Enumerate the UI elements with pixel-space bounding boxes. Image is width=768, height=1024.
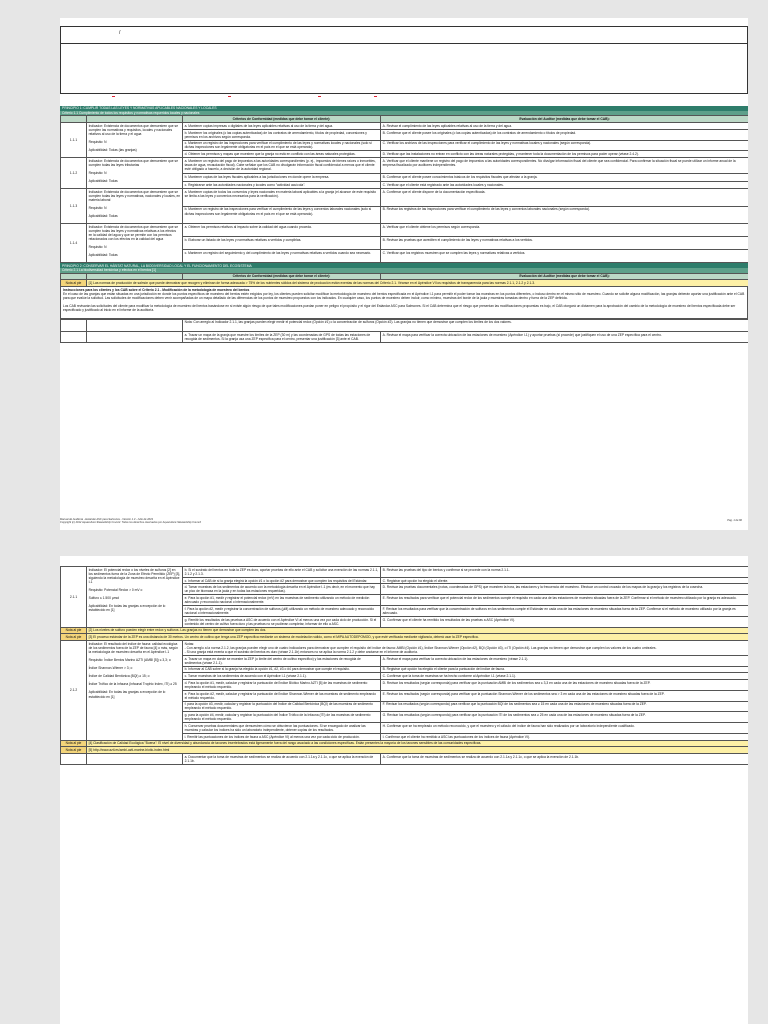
footnote-text: [3] El proceso estándar de la ZEP es una distancia de 30 metros. Un centro de cultivo que tenga una ZEP específica mediante un sistema de modelación válido, como el MIPA AUTODEPOMOD, y que esté verificada mediante vigilancia, deberá usar la ZEP específica. (87, 634, 749, 641)
applicability-text: Aplicabilidad: En todas las granjas a excepción de lo establecido en [1] (88, 690, 166, 699)
requirement-text: Índice de Calidad Bentónica (BQI) ≥ 15; o (88, 674, 150, 679)
instructions-block (60, 287, 748, 318)
col-conformity: Criterios de Conformidad (medidas que debe tomar el cliente): (183, 116, 381, 123)
evaluation-cell: G. Revisar los resultados (según corresponda) para verificar que la puntuación ITI de los sedimentos sea ≥ 25 en cada una de las estaciones de muestreo situadas fuera de la ZEP. (381, 712, 749, 723)
col-auditor-eval: Evaluación del Auditor (medidas que debe tomar el CAB): (381, 116, 749, 123)
evaluation-cell: G. Confirmar que el cliente ha remitido los resultados de las pruebas a ASC (Apéndice VI). (381, 616, 749, 627)
indicator-cell (87, 189, 183, 224)
conformity-cell: h. Conservar pruebas documentales que demuestren cómo se obtuvieron las puntuaciones. Si se encargado de analizar las muestras y calcular los índices ha sido un laboratorio independiente, obtener copias de los resultados. (183, 723, 381, 734)
indicator-cell (87, 640, 183, 740)
applicability-text: Aplicabilidad: Todas (88, 253, 118, 258)
requirement-text: Índice Trófico de la Infauna (Infaunal Trophic Index, ITI) ≥ 25 (88, 682, 177, 687)
footnote-row (61, 740, 749, 747)
conformity-cell: a. Documentar que la toma de muestras de sedimentos se realiza de acuerdo con 2.1.1a y 2.1.1c, o que se aplica la exención de 2.1.1b. (183, 753, 381, 764)
criterion-2-1-heading: Criterio 2.1 La biodiversidad bentónica y efectos en el bentos [1] (60, 268, 748, 273)
conformity-cell: a. Mantener copias de todos los convenios y leyes nacionales en materia laboral aplicables a la granja (el alcance de este requisito se limita a las leyes y convenios necesarios para la verificación). (183, 189, 381, 207)
conformity-cell: f. para la opción #3, medir, calcular y registrar la puntuación del Índice de Calidad Bentónica (BQI) de las muestras de sedimento empleando el método requerido. (183, 701, 381, 712)
column-header-row (61, 116, 749, 123)
criteria-table-p1 (60, 115, 748, 263)
instructions-paragraph: Los CAB revisarán las solicitudes del cliente para modificar la metodología de muestreo del bentos basándose en si existe algún riesgo de que tales modificaciones puedan poner en peligro el propósito y el rigor del Estándar ASC para Salmones. Si el CAB determina que el riesgo que presentan las modificaciones propuestas es bajo, el CAB otorgará un dictamen para la aprobación del cambio de la metodología de muestreo del bentos especificada debe ser especificado y justificado al inicio en el informe de la auditoría. (63, 304, 736, 313)
principle-1-heading: PRINCIPIO 1: CUMPLIR TODAS LAS LEYES Y NORMATIVAS APLICABLES NACIONALES Y LOCALES (60, 106, 748, 111)
red-mark (318, 96, 321, 97)
evaluation-cell: E. Revisar los resultados (según corresponda) para verificar que la puntuación Shannon-Wiener de los sedimentos sea > 3 en cada una de las estaciones de muestreo situadas fuera de la ZEP. (381, 690, 749, 701)
conformity-cell: g. para la opción #4, medir, calcular y registrar la puntuación del Índice Trófico de la Infauna (ITI) de las muestras de sedimento empleando el método requerido. (183, 712, 381, 723)
indicator-cell (87, 224, 183, 263)
evaluation-cell: D. Revisar las pruebas documentales (notas, coordenadas de GPS) que muestren la hora, las estaciones y la frecuencia del muestreo. Efectuar un control cruzado de los mapas de la granja y los registros de la cosecha. (381, 584, 749, 595)
evaluation-cell: A. Verificar que el cliente obtiene los permisos según corresponda. (381, 224, 749, 237)
conformity-cell: g. Remitir los resultados de las pruebas a ASC de acuerdo con el Apéndice VI al menos una vez por cada ciclo de producción. Si el contenido del centro de cultivo fuera duro y las pruebas no se pudieran completar, informar de ello a ASC. (183, 616, 381, 627)
evaluation-cell: F. Revisar los resultados para verificar que la concentración de sulfuros en los sedimentos cumple el Estándar en cada una de las estaciones de muestreo situadas fuera de la ZEP. Confirmar si el método de muestreo utilizado por la granja es adecuado. (381, 606, 749, 617)
conformity-cell: a. Trazar un mapa de la granja que muestre los límites de la ZEP (30 m) y las coordenadas de GPS de todas las estaciones de recogida de sedimentos. Si la granja usa una ZEP específica para el centro, presentar una justificación [3] ante el CAB. (183, 332, 381, 343)
principle-2-heading: PRINCIPIO 2: CONSERVAR EL HÁBITAT NATURAL, LA BIODIVERSIDAD LOCAL Y EL FUNCIONAMIENTO DEL ECOSISTEMA (60, 263, 748, 268)
indicator-text: Indicador: El resultado del índice de fauna: calidad ecológica de los sedimentos fuera de la ZEP de fauna [4] o más, según la metodología de muestreo descrita en el Apéndice I-1 (88, 641, 178, 654)
criteria-table-p2 (60, 566, 748, 765)
indicator-cell (87, 567, 183, 628)
header-mark: / (119, 30, 121, 36)
conformity-cell: c. Informar al CAB de si la granja elegirá la opción #1 o la opción #2 para demostrar que cumplen los requisitos del Estándar. (183, 577, 381, 584)
indicator-cell (87, 158, 183, 189)
evaluation-cell: C. Verificar los archivos de las inspecciones para verificar el cumplimiento de las leyes y normativas locales y nacionales (según corresponda). (381, 140, 749, 151)
instructions-paragraph: En el caso de las granjas que están situadas en una jurisdicción en donde los puntos específicos de muestreo del bentos estén exigidos por ley, los clientes pueden solicitar modificar la metodología de muestreo del bentos especificada en el Apéndice I-1 para permitir el poder tomar las muestras en los puntos diferentes, o incluso dentro en el mismo sitio de muestreo. Cuando se solicite alguna modificación, las granjas deberán aportar una justificación ante el CAB para que evalúe la solicitud. Las solicitudes de modificaciones deben venir acompañadas de un mapa detallado de las diferencias de los puntos de muestreo propuestos con los indicados. En cualquier caso, los puntos de muestreo deben incluir, como mínimo, muestras del borde de la jaula y muestras tomadas dentro y fuera de la ZEP definida. (63, 292, 745, 301)
applicability-text: Aplicabilidad: Todas (88, 179, 118, 184)
evaluation-cell: A. Revisar el mapa para verificar la correcta ubicación de las estaciones de muestreo (véase 2.1.1). (381, 655, 749, 666)
evaluation-cell: A. Revisar el cumplimiento de las leyes aplicables relativas al uso de la tierra y del agua. (381, 123, 749, 130)
footnote-text: [4] Clasificación de Calidad Ecológica "Buena": El nivel de diversidad y abundancia de taxones invertebrados está ligeramente fuera del rango asociado a las condiciones específicas. Están presentes la mayoría de los taxones sensibles de las comunidades específicas. (87, 740, 749, 747)
evaluation-cell: A. Revisar el mapa para verificar la correcta ubicación de las estaciones de muestreo (Apéndice I-1) y aportar pruebas (si procede) que justifiquen el uso de una ZEP específica para el centro. (381, 332, 749, 343)
applicability-text: Aplicabilidad: Todas (las granjas) (88, 148, 137, 153)
indicator-text: Indicador: Existencia de documentos que demuestren que se cumplen todas las leyes tributarias (88, 158, 179, 168)
conformity-cell: c. Registrarse ante las autoridades nacionales y locales como "actividad acuícola". (183, 181, 381, 188)
requirement-text: Requisito: N (88, 140, 107, 145)
criterion-number: 1.1.3 (61, 189, 87, 224)
page-header-box (60, 26, 748, 94)
evaluation-cell: B. Revisar los registros de las inspecciones para verificar el cumplimiento de las leyes y convenios laborales nacionales (según corresponda). (381, 206, 749, 224)
evaluation-cell: A. Verificar que el cliente mantiene un registro del pago de impuestos a las autoridades correspondientes. No divulgar información fiscal del cliente que sea confidencial. Para confirmar la situación fiscal se puede utilizar un informe anual de la empresa fiscalizado por auditores independientes. (381, 158, 749, 174)
requirement-text: Requisito: N (88, 206, 107, 211)
conformity-cell: b. Informar al CAB sobre si la granja ha elegido la opción #1, #2, #3 o #4 para demostrar que cumple el requisito. (183, 666, 381, 673)
document-page-2 (60, 556, 748, 1024)
evaluation-cell: B. Confirmar que el cliente posee los originales (o las copias autenticadas) de los contratos de arrendamiento o títulos de propiedad. (381, 129, 749, 140)
notes-cell: Notas: - Con arreglo a la norma 2.1.2, las granjas pueden elegir uno de cuatro indicadores para demostrar que cumplen el requisito del índice de fauna: AMBI (Opción #1), Índice Shannon-Wiener (Opción #2), BQI (Opción #3), o ITI (Opción #4). Las granjas no tienen que demostrar que cumplen los valores de los cuatro umbrales. - Si una granja está exenta a que el sustrato del bentos es duro (véase 2.1.1b) entonces no se aplica la norma 2.1.2 y debe anotarse en el informe de auditoría. (183, 640, 749, 655)
conformity-cell: e. Para la opción #2, medir, calcular y registrar la puntuación del Índice Shannon-Wiener de las muestras de sedimento empleando el método requerido. (183, 690, 381, 701)
criteria-row (61, 753, 749, 764)
conformity-cell: a. Trazar un mapa en donde se muestre la ZEP (o límite del centro de cultivo específico) y las estaciones de recogida de sedimentos (véase 2.1.1). (183, 655, 381, 666)
conformity-cell: f. Para la opción #2, medir y registrar la concentración de sulfuros (µM) utilizando un método de muestreo adecuado y reconocido nacional o internacionalmente. (183, 606, 381, 617)
evaluation-cell: B. Confirmar que el cliente posee conocimientos básicos de los requisitos fiscales que afectan a la granja. (381, 174, 749, 181)
conformity-cell: a. Mantener copias impresas o digitales de las leyes aplicables relativas al uso de la tierra y del agua. (183, 123, 381, 130)
conformity-cell: c. Mantener un registro de las inspecciones para verificar el cumplimiento de las leyes y normativas locales y nacionales (solo si dichas inspecciones son legalmente obligatorias en el país en el que se está operando). (183, 140, 381, 151)
conformity-cell: c. Mantener un registro del seguimiento y del cumplimiento de las leyes y normativas relativas a vertidos cuando sea necesario. (183, 250, 381, 263)
evaluation-cell: B. Revisar las pruebas que acrediten el cumplimiento de las leyes y normativas relativas a los vertidos. (381, 237, 749, 250)
indicator-text: Indicador: Existencia de documentos que demuestren que se cumplen todas las leyes y normativas, nacionales y locales, en materia laboral (88, 189, 181, 203)
instructions-title: Instrucciones para los clientes y los CAB sobre el Criterio 2.1 - Modificación de la metodología de muestreo del bentos (63, 288, 250, 293)
indicator-cell (87, 123, 183, 158)
criteria-row (61, 640, 749, 655)
footnote-text: [2] Los niveles de sulfuro pueden elegir entre redox y sulfuros. Las granjas no tienen que demostrar que cumplen las dos. (87, 627, 749, 634)
evaluation-cell: C. Verificar que el cliente está registrado ante las autoridades locales y nacionales. (381, 181, 749, 188)
indicator-text: Indicador: Existencia de documentos que demuestren que se cumplen las normativas y requisitos, locales y nacionales relativos al uso de la tierra y el agua (88, 123, 179, 137)
footnote-row: Nota al pie [1] Las normas de producción de salmón que puede demostrar que recogen y eliminan de forma adecuada > 75% de los nutrientes sólidos del sistema de producción están exentas de las normas del Criterio 2.1. Véanse en el Apéndice VI los requisitos de transparencia para las normas 2.1.1, 2.1.2 y 2.1.3. (61, 280, 749, 287)
conformity-cell: e. Para la opción #1, medir y registrar el potencial redox (mV) en las muestras de sedimento utilizando un método de medición adecuado y reconocido nacional o internacionalmente. (183, 595, 381, 606)
footnote-text: [5] http://www.azti.es/ambi-azti-marine-biotic-index.html (87, 747, 749, 754)
footnote-label: Nota al pie (61, 634, 87, 641)
criteria-row (61, 224, 749, 237)
conformity-cell: b. Mantener un registro de las inspecciones para verificar el cumplimiento de las leyes y convenios laborales nacionales (solo si dichas inspecciones son legalmente obligatorias en el país en el que se está operando). (183, 206, 381, 224)
applicability-text: Aplicabilidad: Todas (88, 214, 118, 219)
evaluation-cell: I. Confirmar que el cliente ha remitido a ASC las puntuaciones de los índices de fauna (Apéndice VI). (381, 733, 749, 740)
conformity-cell: i. Remitir las puntuaciones de los índices de fauna a ASC (Apéndice VI) al menos una vez por cada ciclo de producción. (183, 733, 381, 740)
criteria-row (61, 158, 749, 174)
conformity-cell: a. Obtener los permisos relativos al impacto sobre la calidad del agua cuando proceda. (183, 224, 381, 237)
evaluation-cell: B. Revisar las pruebas del tipo de bentos y confirmar si se procede con la norma 2.1.1. (381, 567, 749, 578)
conformity-cell: c. Tomar muestras de los sedimentos de acuerdo con el Apéndice I-1 (véase 2.1.1). (183, 673, 381, 680)
red-mark (112, 96, 115, 97)
criterion-number: 2.1.1 (61, 567, 87, 628)
evaluation-cell: B. Registrar qué opción ha elegido el cliente para la puntuación del índice de fauna. (381, 666, 749, 673)
red-mark (374, 96, 377, 97)
indicator-text: Indicador: El potencial redox o los niveles de sulfuros [2] en los sedimentos fuera de la Zona de Efecto Permitido (ZEP) [3], siguiendo la metodología de muestreo descrita en el Apéndice I-1 (88, 567, 181, 585)
applicability-text: Aplicabilidad: En todas las granjas a excepción de lo establecido en [1] (88, 604, 166, 613)
evaluation-cell: D. Verificar que las instalaciones no entran en conflicto con las áreas naturales protegidas, y mantener toda la documentación de los permisos para poder operar (véase 2.4.2). (381, 151, 749, 158)
footnote-label: Nota al pie (61, 747, 87, 754)
requirement-text: Requisito: Índice Bentos Marino AZTI (AMBI [5]) ≤ 3,3; o (88, 658, 171, 663)
header-divider (61, 43, 747, 44)
conformity-cell: a. Mantener un registro del pago de impuestos a las autoridades correspondientes (p. ej., impuestos de bienes raíces o inmuebles, tasas de agua, recaudación fiscal). Cabe señalar que los CAB no divulgarán información fiscal confidencial a menos que el cliente esté obligado a hacerlo, a decisión de la autoridad regional. (183, 158, 381, 174)
requirement-text: Requisito: N (88, 171, 107, 176)
evaluation-cell: C. Verificar que los registros muestren que se cumplen las leyes y normativas relativas a vertidos. (381, 250, 749, 263)
red-mark (228, 96, 231, 97)
conformity-cell: b. Si el sustrato del bentos en toda la ZEP es duro, aportar pruebas de ello ante el CAB y solicitar una exención de las normas 2.1.1, 2.1.2 y 2.1.3. (183, 567, 381, 578)
criteria-table-p1-end (60, 319, 748, 343)
footnote-text: [1] Las normas de producción de salmón que puede demostrar que recogen y eliminan de forma adecuada > 75% de los nutrientes sólidos del sistema de producción están exentas de las normas del Criterio 2.1. Véanse en el Apéndice VI los requisitos de transparencia para las normas 2.1.1, 2.1.2 y 2.1.3. (87, 280, 749, 287)
criterion-number: 2.1.2 (61, 640, 87, 740)
requirement-text: Sulfuro ≤ 1.500 µmol (88, 596, 120, 601)
option-note: Nota: Con arreglo al Indicador 2.1.1, las granjas pueden elegir medir el potencial redox (Opción #1) o la concentración de sulfuros (Opción #2). Las granjas no tienen que demostrar que cumplen los límites de los dos valores. (183, 319, 749, 332)
evaluation-cell: A. Confirmar que la toma de muestras de sedimentos se realiza de acuerdo con 2.1.1a y 2.1.1c, o que se aplica la exención de 2.1.1b. (381, 753, 749, 764)
evaluation-cell: A. Confirmar que el cliente dispone de la documentación especificada. (381, 189, 749, 207)
conformity-cell: d. Obtener los permisos y mapas que muestren que la granja no está en conflicto con las áreas naturales protegidas. (183, 151, 381, 158)
conformity-cell: b. Mantener copias de las leyes fiscales aplicables a las jurisdicciones en donde opere la empresa. (183, 174, 381, 181)
criterion-number: 1.1.2 (61, 158, 87, 189)
footnote-row (61, 747, 749, 754)
criteria-row (61, 123, 749, 130)
footnote-row (61, 627, 749, 634)
requirement-text: Requisito: N (88, 245, 107, 250)
footnote-label: Nota al pie (61, 740, 87, 747)
criterion-number: 1.1.1 (61, 123, 87, 158)
conformity-cell: b. Mantener los originales (o las copias autenticadas) de los contratos de arrendamiento, títulos de propiedad, concesiones y permisos en los archivos según corresponda. (183, 129, 381, 140)
conformity-cell: b. Elaborar un listado de las leyes y normativas relativas a vertidos y cumplirlas. (183, 237, 381, 250)
footnote-row (61, 634, 749, 641)
document-page-1 (60, 18, 748, 530)
evaluation-cell: H. Confirmar que se ha empleado un método reconocido, y que el muestreo y el cálculo del índice de fauna han sido realizados por un laboratorio independiente cualificado. (381, 723, 749, 734)
conformity-cell: d. Para la opción #1, medir, calcular y registrar la puntuación del Índice Biótico Marino AZTI [5] de las muestras de sedimento empleando el método requerido. (183, 680, 381, 691)
page-footer: Manual de Auditoría - Estándar ASC para Salmones - Versión 1.3 - Julio de 2019 Copyright (c) 2012 Aquaculture Stewardship Council. Todos los derechos reservados por Aquaculture Stewardship Council (60, 518, 201, 524)
requirement-text: Requisito: Potencial Redox > 0 mV o (88, 588, 143, 593)
evaluation-cell: C. Registrar qué opción ha elegido el cliente. (381, 577, 749, 584)
col-conformity: Criterios de Conformidad (medidas que debe tomar el cliente): (183, 273, 381, 280)
conformity-cell: d. Tomar muestras de los sedimentos de acuerdo con la metodología descrita en el Apéndice I-1 (es decir, en el momento que hay un pico de biomasa en la jaula y en todas las estaciones requeridas). (183, 584, 381, 595)
col-auditor-eval: Evaluación del Auditor (medidas que debe tomar el CAB): (381, 273, 749, 280)
evaluation-cell: E. Revisar los resultados para verificar que el potencial redox de los sedimentos cumple el requisito en cada una de las estaciones de muestreo situadas fuera de la ZEP. Confirmar si el método de muestreo utilizado por la granja es adecuado. (381, 595, 749, 606)
evaluation-cell: C. Confirmar que la toma de muestras se ha hecho conforme al Apéndice I-1 (véase 2.1.1). (381, 673, 749, 680)
criteria-row (61, 567, 749, 578)
requirement-text: Índice Shannon-Wiener > 3; o (88, 666, 133, 671)
criteria-row (61, 189, 749, 207)
evaluation-cell: D. Revisar los resultados (según corresponda) para verificar que la puntuación AMBI de los sedimentos sea ≤ 3,3 en cada una de las estaciones de muestreo situadas fuera de la ZEP. (381, 680, 749, 691)
page-number: Pág. 1 de 60 (727, 519, 742, 522)
footnote-label: Nota al pie (61, 627, 87, 634)
criterion-number: 1.1.4 (61, 224, 87, 263)
colhead-p1b (60, 273, 748, 287)
indicator-text: Indicador: Existencia de documentos que demuestren que se cumplen todas las leyes y normativas relativas a los efectos en la calidad del agua y que se permite con los permisos relacionados con los efectos en la calidad del agua (88, 224, 179, 242)
evaluation-cell: F. Revisar los resultados (según corresponda) para verificar que la puntuación BQI de los sedimentos sea ≥ 15 en cada una de las estaciones de muestreo situadas fuera de la ZEP. (381, 701, 749, 712)
criterion-1-1-heading: Criterio 1.1 Cumplimiento de todos los requisitos y normativas requeridos locales y nacionales (60, 111, 748, 116)
